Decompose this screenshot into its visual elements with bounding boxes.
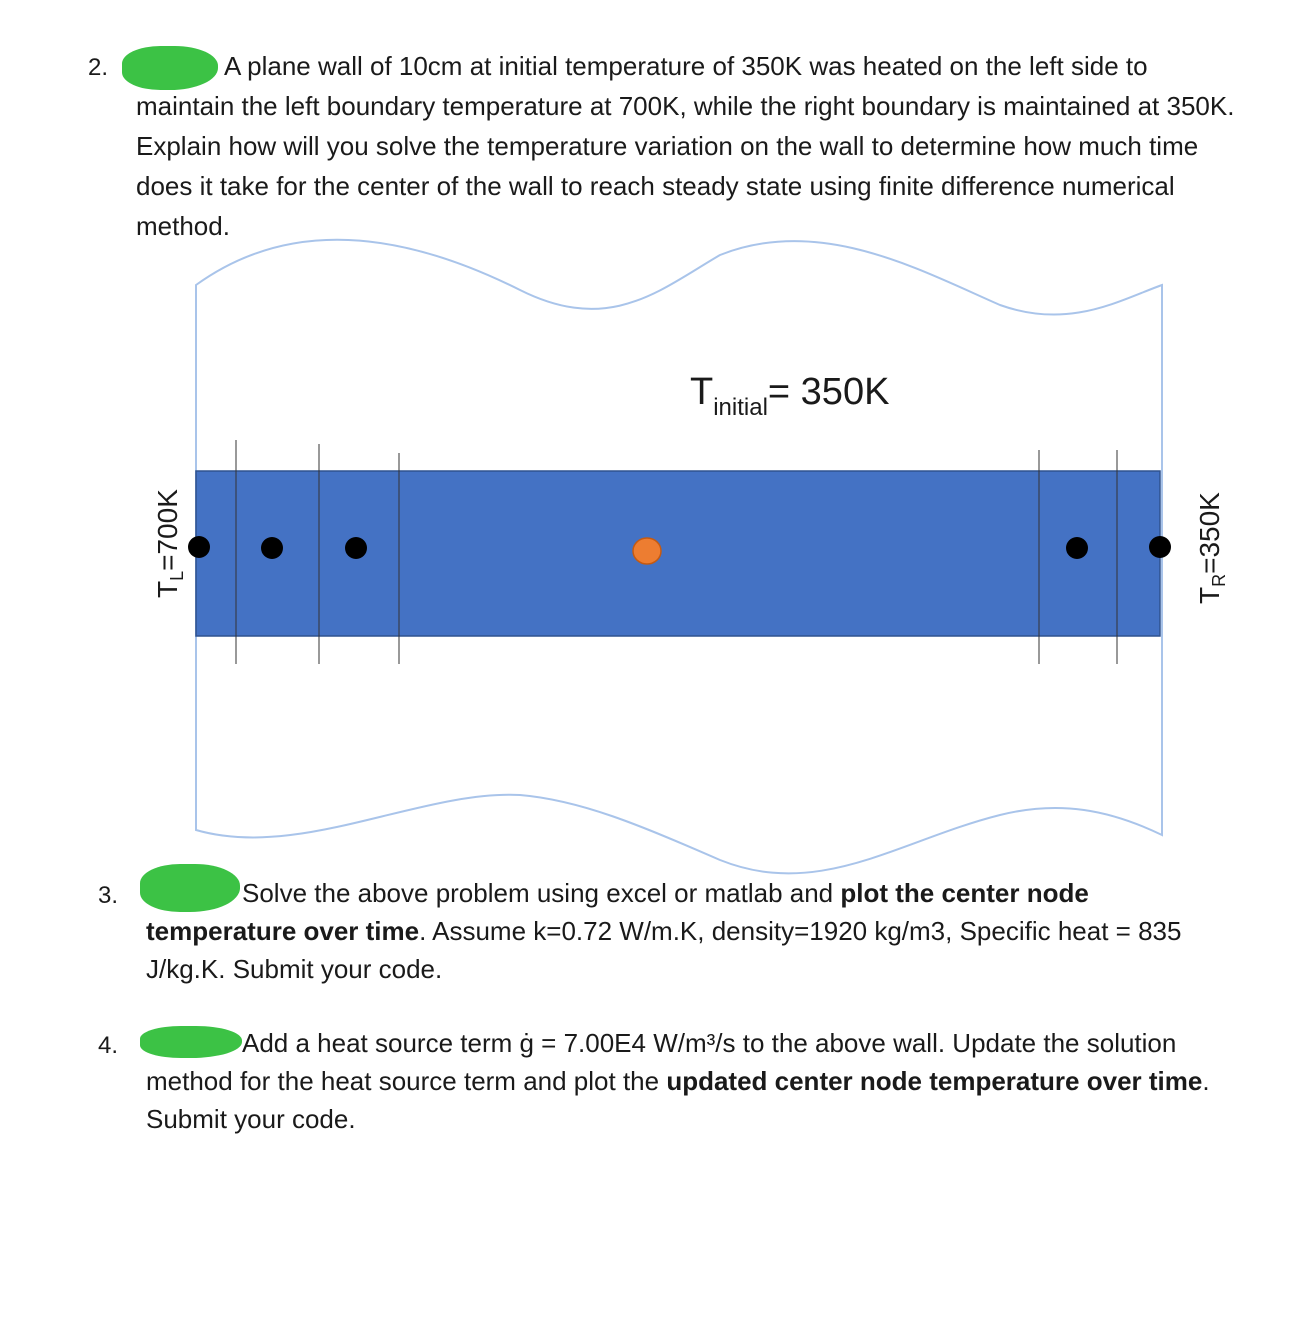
question-3-body-end: . Assume k=0.72 W/m.K, density=1920 kg/m3, Specific heat = 835 J/kg.K. Submit your code. [146, 916, 1182, 984]
question-4-text [146, 1024, 1226, 1138]
left-boundary-label: $T_L=700K$ [152, 489, 187, 598]
question-4-bold-phrase: updated center node temperature over time [666, 1066, 1203, 1096]
right-boundary-label: $T_R=350K$ [1194, 492, 1229, 604]
question-4-body-end: . Submit your code. [146, 1066, 1210, 1134]
interior-node [1066, 537, 1088, 559]
question-2-body: A plane wall of 10cm at initial temperature of 350K was heated on the left side to maintain the left boundary temperature at 700K, while the right boundary is maintained at 350K. Explain how will you solve the temperature variation on the wall to determine how much time does it take for the center of the wall to reach steady state using finite difference numerical method. [136, 51, 1235, 241]
question-2-number: 2. [88, 54, 109, 81]
question-3-number: 3. [98, 882, 119, 909]
question-3-text [146, 874, 1226, 988]
interior-node [345, 537, 367, 559]
question-3-bold-phrase: plot the center node temperature over time [146, 878, 1089, 946]
boundary-node-left [188, 536, 210, 558]
boundary-node-right [1149, 536, 1171, 558]
initial-temperature-label: $T_{initial}= 350K$ [690, 371, 890, 421]
question-4-number: 4. [98, 1032, 119, 1059]
interior-node [261, 537, 283, 559]
question-4-body-start: Add a heat source term ġ = 7.00E4 W/m³/s to the above wall. Update the solution method for the heat source term and plot the [146, 1028, 1177, 1096]
wall-strip [196, 471, 1160, 636]
question-3-body-start: Solve the above problem using excel or matlab and [242, 878, 841, 908]
center-node [633, 538, 661, 564]
